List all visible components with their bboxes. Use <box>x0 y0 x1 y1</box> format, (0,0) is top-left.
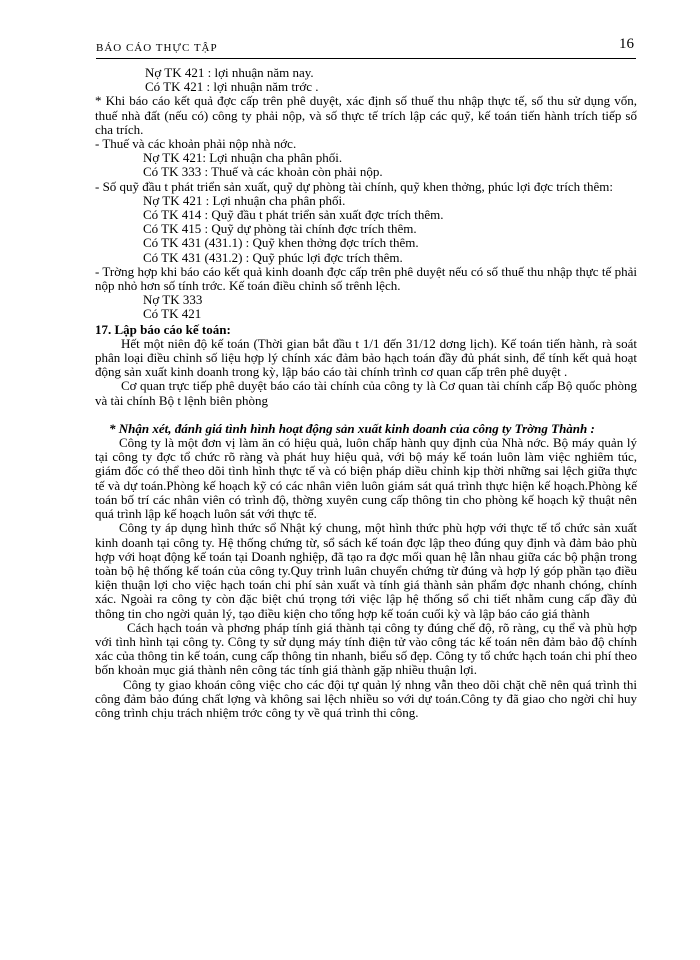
paragraph-journal: Công ty áp dụng hình thức sổ Nhật ký chung, một hình thức phù hợp với thực tế tổ chức sản xuất kinh doanh tại công ty. Hệ thống chứng từ, sổ sách kế toán đợc lập theo đúng quy định và đảm bảo phù hợp với hoạt động kế toán tại Doanh nghiệp, đã tạo ra đợc mối quan hệ lẫn nhau giữa các bộ phận trong toàn bộ hệ thống kế toán của công ty.Quy trình luân chuyển chứng từ đúng và hợp lý góp phần tạo điều kiện thuận lợi cho việc hạch toán chi phí sản xuất và tính giá thành sản phẩm đợc nhanh chóng, chính xác. Ngoài ra công ty còn đặc biệt chú trọng tới việc lập hệ thống sổ chi tiết nhằm cung cấp đầy đủ thông tin cho ngời quản lý, tạo điều kiện cho tổng hợp kế toán cuối kỳ và lập báo cáo giá thành <box>95 520 637 621</box>
paragraph-approval: * Khi báo cáo kết quả đợc cấp trên phê duyệt, xác định số thuế thu nhập thực tế, số thu sử dụng vốn, thuế nhà đất (nếu có) công ty phải nộp, và số thực tế trích lập các quỹ, kế toán tiến hành trích tiếp số cha trích. <box>95 93 637 137</box>
entry-co-421-adjust: Có TK 421 <box>143 306 202 322</box>
paragraph-funds: - Số quỹ đầu t phát triển sản xuất, quỹ dự phòng tài chính, quỹ khen thởng, phúc lợi đợc trích thêm: <box>95 178 613 194</box>
section-heading-17: 17. Lập báo cáo kế toán: <box>95 321 231 337</box>
paragraph-contracting: Công ty giao khoán công việc cho các đội tự quản lý nhng vẫn theo dõi chặt chẽ nên quá trình thi công đảm bảo đúng chất lợng và không sai lệch nhiều so với dự toán.Công ty đã giao cho ngời chỉ huy công trình chịu trách nhiệm trớc công ty về quá trình thi công. <box>95 676 637 720</box>
entry-no-421-profit: Nợ TK 421: Lợi nhuận cha phân phối. <box>143 150 343 166</box>
paragraph-costing: Cách hạch toán và phơng pháp tính giá thành tại công ty đúng chế độ, rõ ràng, cụ thể và phù hợp với tình hình tại công ty. Công ty sử dụng máy tính điện tử vào công tác kế toán nên đảm bảo độ chính xác của thông tin kế toán, cung cấp thông tin nhanh, biểu số đẹp. Công ty tổ chức hạch toán chi phí theo bốn khoản mục giá thành nên công tác tính giá thành gặp nhiều thuận lợi. <box>95 619 637 678</box>
entry-co-4312: Có TK 431 (431.2) : Quỹ phúc lợi đợc trích thêm. <box>143 249 403 265</box>
entry-co-414: Có TK 414 : Quỹ đầu t phát triển sản xuất đợc trích thêm. <box>143 207 444 223</box>
header-title: BÁO CÁO THỰC TẬP <box>96 42 218 54</box>
entry-co-4311: Có TK 431 (431.1) : Quỹ khen thởng đợc trích thêm. <box>143 235 419 251</box>
entry-co-421: Có TK 421 : lợi nhuận năm trớc . <box>145 79 319 95</box>
entry-no-421-funds: Nợ TK 421 : Lợi nhuận cha phân phối. <box>143 192 346 208</box>
paragraph-adjustment: - Trờng hợp khi báo cáo kết quả kinh doanh đợc cấp trên phê duyệt nếu có số thuế thu nhập thực tế phải nộp nhỏ hơn số tính trớc. Kế toán điều chỉnh số trênh lệch. <box>95 263 637 294</box>
page-number: 16 <box>619 36 634 52</box>
entry-no-421: Nợ TK 421 : lợi nhuận năm nay. <box>145 65 314 80</box>
section-heading-assessment: * Nhận xét, đánh giá tình hình hoạt động sản xuất kinh doanh của công ty Trờng Thành : <box>109 420 595 436</box>
paragraph-fiscal-year: Hết một niên độ kế toán (Thời gian bắt đầu t 1/1 đến 31/12 dơng lịch). Kế toán tiến hành, rà soát phân loại điều chỉnh số liệu hợp lý chính xác đảm bảo hạch toán đầy đủ phát sinh, để tính kết quả hoạt động sản xuất kinh doanh trong kỳ, lập báo cáo tài chính trình cơ quan cấp trên phê duyệt . <box>95 335 637 380</box>
page-header <box>96 36 636 59</box>
entry-no-333: Nợ TK 333 <box>143 292 203 308</box>
paragraph-efficiency: Công ty là một đơn vị làm ăn có hiệu quả, luôn chấp hành quy định của Nhà nớc. Bộ máy quản lý tại công ty đợc tổ chức rõ ràng và phát huy hiệu quả, với bộ máy kế toán luôn làm việc nghiêm túc, giám đốc có thể theo dõi tình hình thực tế và có biện pháp diều chỉnh kịp thời những sai lệch giữa thực tế và dự toán.Phòng kế hoạch kỹ có các nhân viên luôn giám sát quá trình thực hiện kế hoạch.Phòng kế toán bố trí các nhân viên có trình độ, thờng xuyên cung cấp thông tin cho phòng kế hoạch kỹ thuật nên quá trình lập kế hoạch luôn sát với thực tế. <box>95 435 637 522</box>
document-body <box>95 66 637 720</box>
spacer <box>95 408 637 422</box>
entry-co-333: Có TK 333 : Thuế và các khoản còn phải nộp. <box>143 164 383 180</box>
paragraph-approving-agency: Cơ quan trực tiếp phê duyệt báo cáo tài chính của công ty là Cơ quan tài chính cấp Bộ quốc phòng và tài chính Bộ t lệnh biên phòng <box>95 378 637 408</box>
entry-co-415: Có TK 415 : Quỹ dự phòng tài chính đợc trích thêm. <box>143 221 417 237</box>
line-taxes: - Thuế và các khoản phải nộp nhà nớc. <box>95 136 297 152</box>
